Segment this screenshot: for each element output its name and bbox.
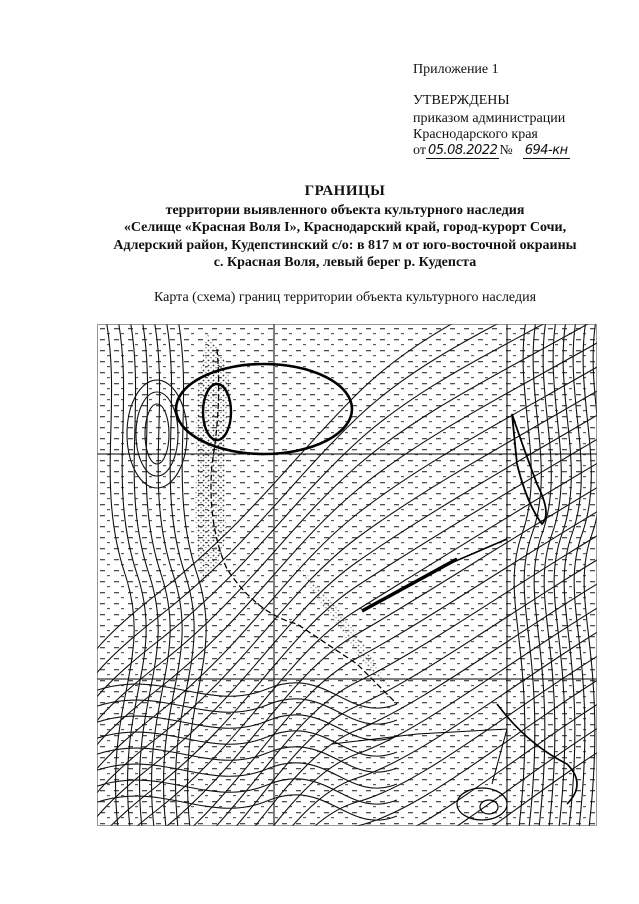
title-line-4: с. Красная Воля, левый берег р. Кудепста [213,255,477,270]
approval-block [413,62,628,159]
number-prefix: № [499,143,513,158]
title-line-3: Адлерский район, Кудепстинский с/о: в 817 м от юго-восточной окраины [113,237,577,253]
order-number: 694-кн [524,143,568,158]
map-caption: Карта (схема) границ территории объекта культурного наследия [153,290,537,305]
annex-label: Приложение 1 [413,62,499,77]
authority-line: Краснодарского края [413,127,538,142]
title-line-1: территории выявленного объекта культурного наследия [165,202,525,218]
date-prefix: от [413,143,426,158]
document-title-block [80,183,610,272]
document-title: ГРАНИЦЫ [304,183,386,199]
approved-by-line: приказом администрации [413,111,566,126]
approved-label: УТВЕРЖДЕНЫ [413,93,510,108]
order-date-row [413,143,628,159]
topographic-map [97,324,597,826]
topographic-map-svg [97,324,597,826]
order-date: 05.08.2022 [427,143,498,158]
title-line-2: «Селище «Красная Воля I», Краснодарский край, город-курорт Сочи, [123,220,567,235]
